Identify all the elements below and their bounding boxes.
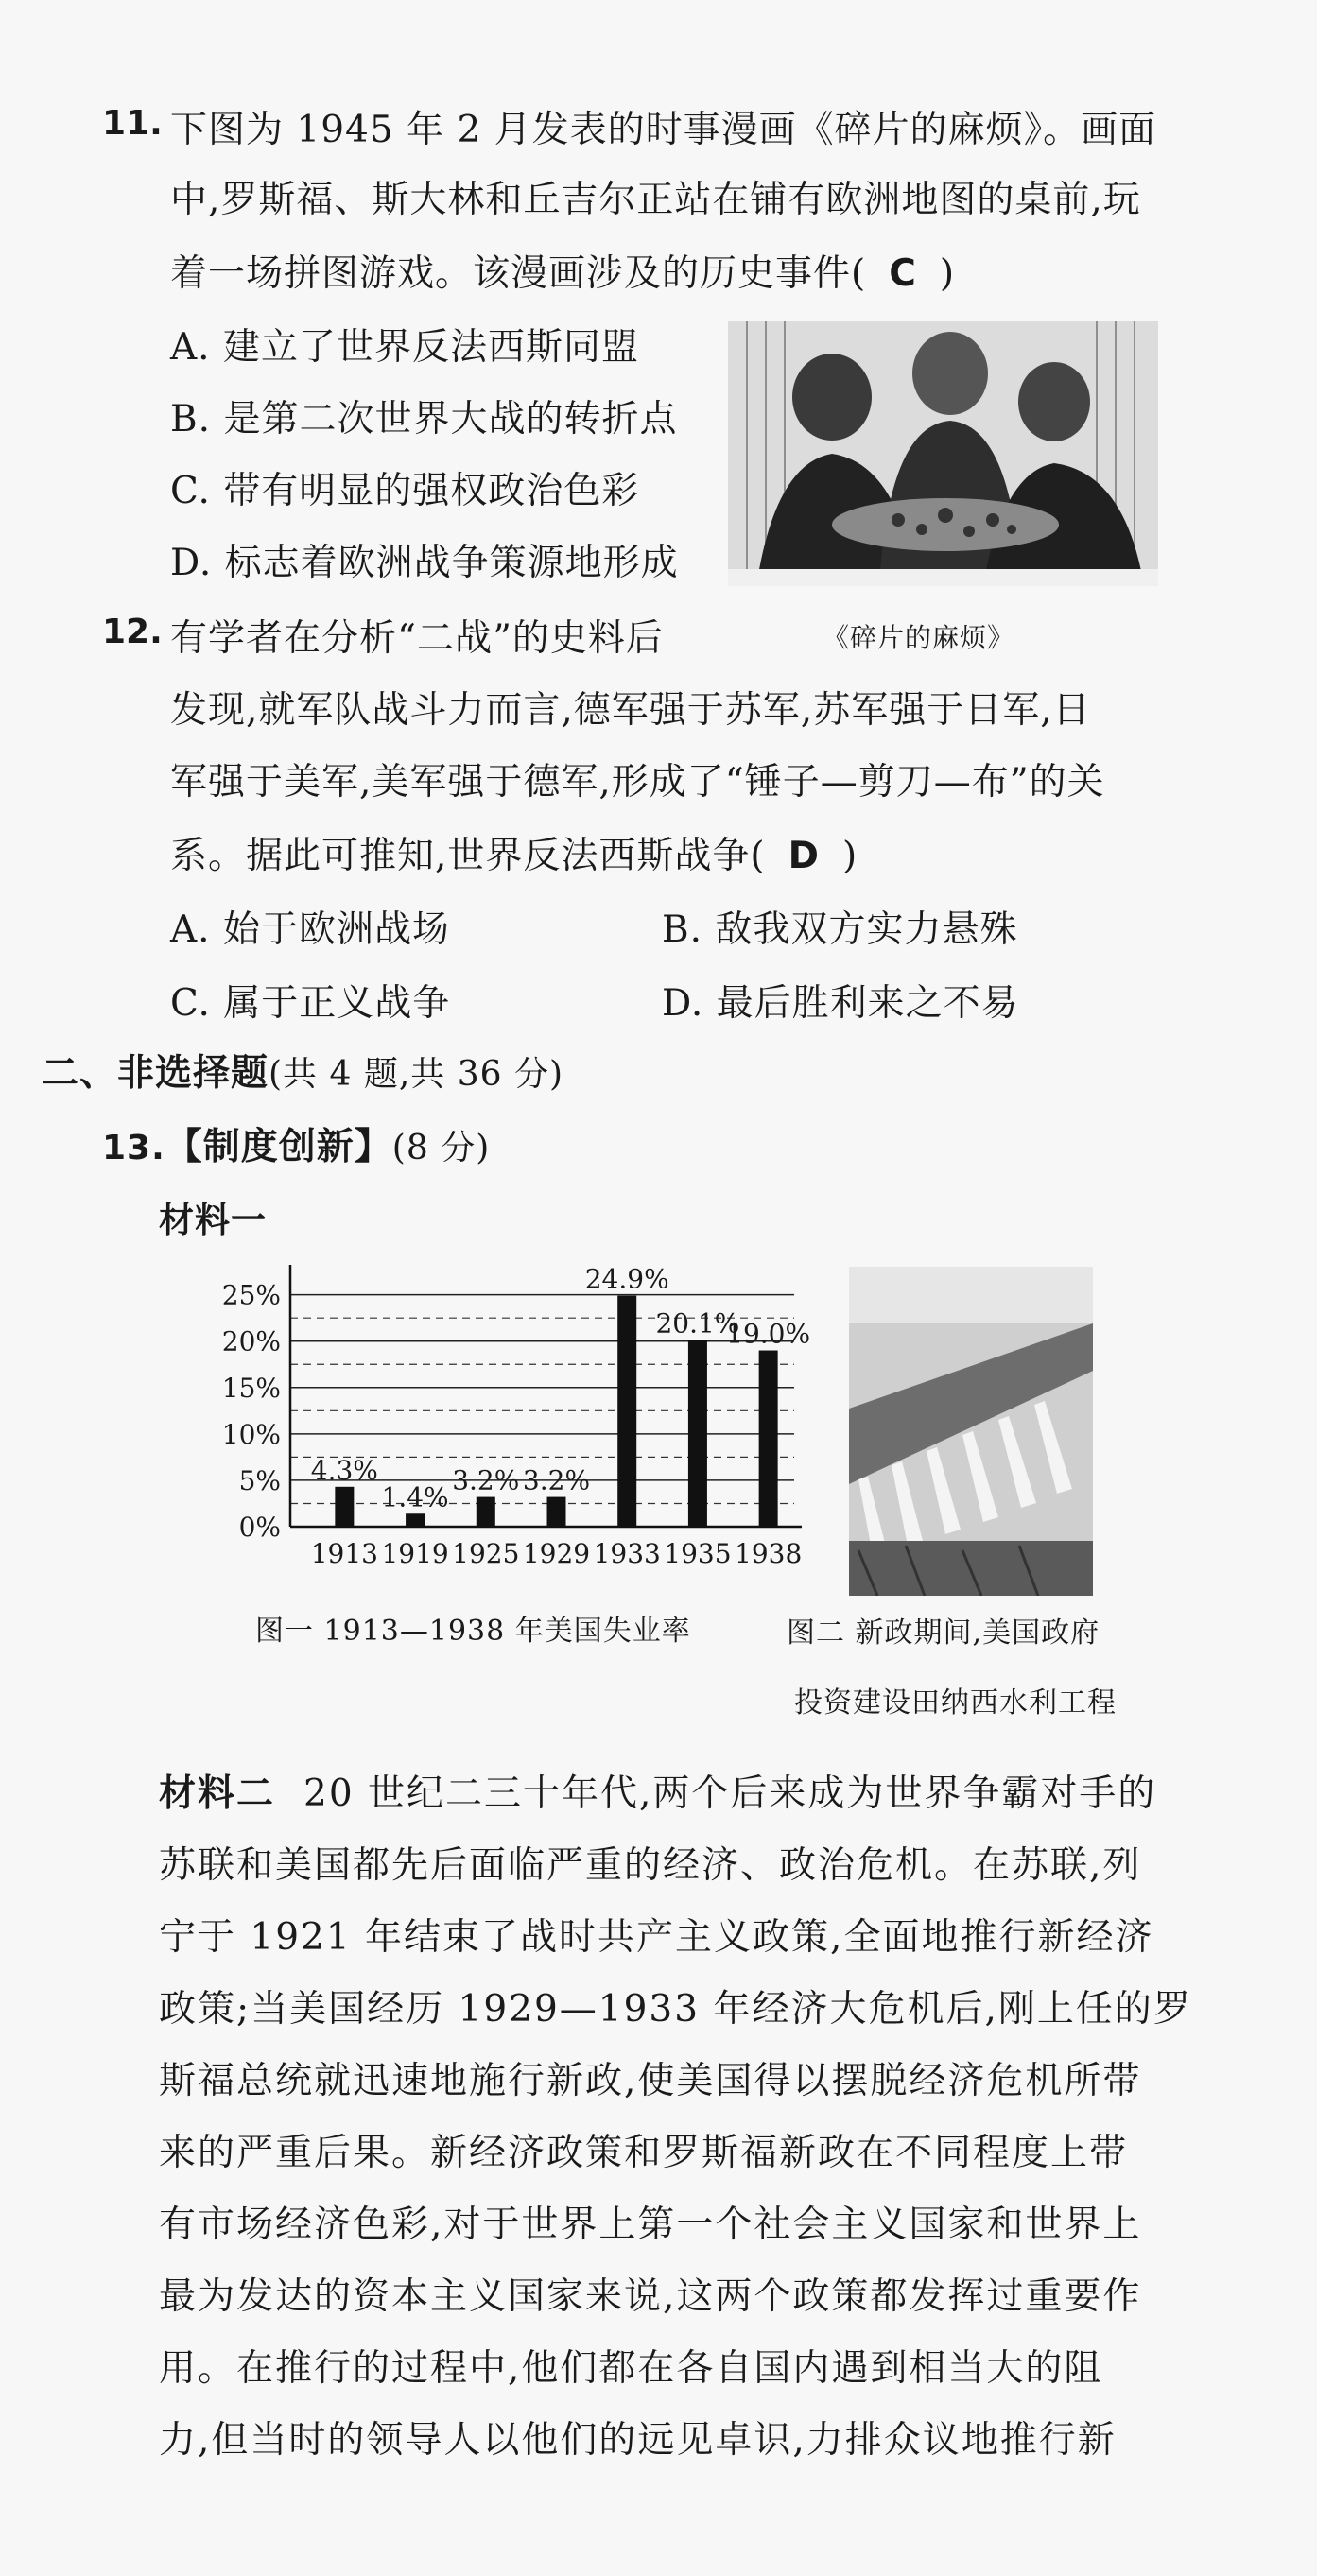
material2-text-line10: 力,但当时的领导人以他们的远见卓识,力排众议地推行新	[159, 2419, 1117, 2462]
q11-option-a: A. 建立了世界反法西斯同盟	[170, 326, 639, 369]
data-label-1919: 1.4%	[381, 1481, 449, 1513]
data-label-1913: 4.3%	[310, 1454, 378, 1486]
y-tick-label: 15%	[221, 1372, 281, 1404]
bar-1919	[406, 1513, 425, 1527]
data-label-1929: 3.2%	[522, 1464, 591, 1496]
q11-option-b: B. 是第二次世界大战的转折点	[170, 398, 678, 441]
y-tick-label: 25%	[221, 1279, 281, 1311]
q12-option-b: B. 敌我双方实力悬殊	[662, 908, 1018, 951]
q11-option-d: D. 标志着欧洲战争策源地形成	[170, 542, 679, 584]
section2-heading	[42, 1044, 563, 1097]
q12-stem-line4-text: 系。据此可推知,世界反法西斯战争(	[170, 835, 766, 877]
y-tick-label: 10%	[221, 1418, 281, 1450]
q12-answer: D	[788, 835, 820, 877]
q12-stem-line3: 军强于美军,美军强于德军,形成了“锤子—剪刀—布”的关	[170, 761, 1105, 804]
data-label-1938: 19.0%	[726, 1318, 811, 1350]
q11-stem-line2: 中,罗斯福、斯大林和丘吉尔正站在铺有欧洲地图的桌前,玩	[170, 179, 1141, 221]
q13-number: 13.	[102, 1129, 165, 1167]
y-tick-label: 20%	[221, 1325, 281, 1357]
q13-score: (8 分)	[391, 1129, 491, 1167]
material2-text-line6: 来的严重后果。新经济政策和罗斯福新政在不同程度上带	[159, 2132, 1129, 2174]
y-tick-label: 0%	[238, 1512, 281, 1543]
q12-option-a: A. 始于欧洲战场	[170, 908, 450, 951]
q12-option-c: C. 属于正义战争	[170, 982, 451, 1025]
q11-stem-line3-text: 着一场拼图游戏。该漫画涉及的历史事件(	[170, 252, 867, 295]
data-label-1925: 3.2%	[452, 1464, 520, 1496]
q11-option-c: C. 带有明显的强权政治色彩	[170, 470, 640, 512]
q11-number: 11.	[102, 104, 163, 143]
fig2-caption-line2: 投资建设田纳西水利工程	[794, 1686, 1117, 1720]
q11-stem-line1: 下图为 1945 年 2 月发表的时事漫画《碎片的麻烦》。画面	[170, 109, 1157, 151]
material2-text-line1: 20 世纪二三十年代,两个后来成为世界争霸对手的	[303, 1772, 1157, 1815]
q12-close-paren: )	[842, 835, 858, 877]
section2-title: 二、非选择题	[42, 1052, 269, 1095]
x-tick-label-1919: 1919	[381, 1538, 449, 1569]
material2-text-line4: 政策;当美国经历 1929—1933 年经济大危机后,刚上任的罗	[159, 1988, 1192, 2031]
material2-text-line5: 斯福总统就迅速地施行新政,使美国得以摆脱经济危机所带	[159, 2060, 1142, 2102]
q11-stem-line3	[170, 244, 955, 297]
fig2-caption-line1: 图二 新政期间,美国政府	[787, 1616, 1100, 1650]
material2-text-line3: 宁于 1921 年结束了战时共产主义政策,全面地推行新经济	[159, 1916, 1154, 1959]
material2-label: 材料二	[159, 1772, 276, 1815]
section2-detail: (共 4 题,共 36 分)	[269, 1055, 564, 1094]
q13-tag: 【制度创新】	[165, 1126, 392, 1168]
material2-text-line7: 有市场经济色彩,对于世界上第一个社会主义国家和世界上	[159, 2204, 1142, 2246]
bar-1929	[547, 1497, 566, 1527]
bar-1933	[617, 1296, 636, 1527]
material2-text-line9: 用。在推行的过程中,他们都在各自国内遇到相当大的阻	[159, 2347, 1103, 2390]
q12-stem-line2: 发现,就军队战斗力而言,德军强于苏军,苏军强于日军,日	[170, 689, 1091, 732]
material2-text-line8: 最为发达的资本主义国家来说,这两个政策都发挥过重要作	[159, 2275, 1142, 2318]
x-tick-label-1929: 1929	[522, 1538, 591, 1569]
data-label-1935: 20.1%	[655, 1307, 740, 1340]
q12-stem-line1: 有学者在分析“二战”的史料后	[170, 617, 664, 660]
chart-title: 图一 1913—1938 年美国失业率	[255, 1615, 691, 1648]
q11-close-paren: )	[939, 252, 956, 295]
material2-line1	[159, 1764, 1156, 1817]
material1-label: 材料一	[159, 1200, 267, 1240]
cartoon-image	[728, 321, 1158, 586]
q12-number: 12.	[102, 613, 163, 651]
x-tick-label-1935: 1935	[664, 1538, 732, 1569]
cartoon-caption: 《碎片的麻烦》	[823, 622, 1015, 653]
material2-text-line2: 苏联和美国都先后面临严重的经济、政治危机。在苏联,列	[159, 1844, 1142, 1887]
x-tick-label-1938: 1938	[735, 1538, 803, 1569]
q12-stem-line4	[170, 826, 858, 879]
y-tick-label: 5%	[238, 1464, 281, 1496]
bar-1925	[477, 1497, 495, 1527]
bar-1938	[759, 1351, 778, 1527]
x-tick-label-1913: 1913	[310, 1538, 378, 1569]
dam-photo	[849, 1267, 1093, 1596]
bar-1935	[688, 1340, 707, 1527]
data-label-1933: 24.9%	[584, 1263, 669, 1295]
x-tick-label-1925: 1925	[452, 1538, 520, 1569]
q13-heading	[102, 1117, 490, 1170]
q11-answer: C	[889, 252, 917, 295]
q12-option-d: D. 最后胜利来之不易	[662, 982, 1019, 1025]
bar-1913	[335, 1487, 354, 1527]
x-tick-label-1933: 1933	[593, 1538, 661, 1569]
